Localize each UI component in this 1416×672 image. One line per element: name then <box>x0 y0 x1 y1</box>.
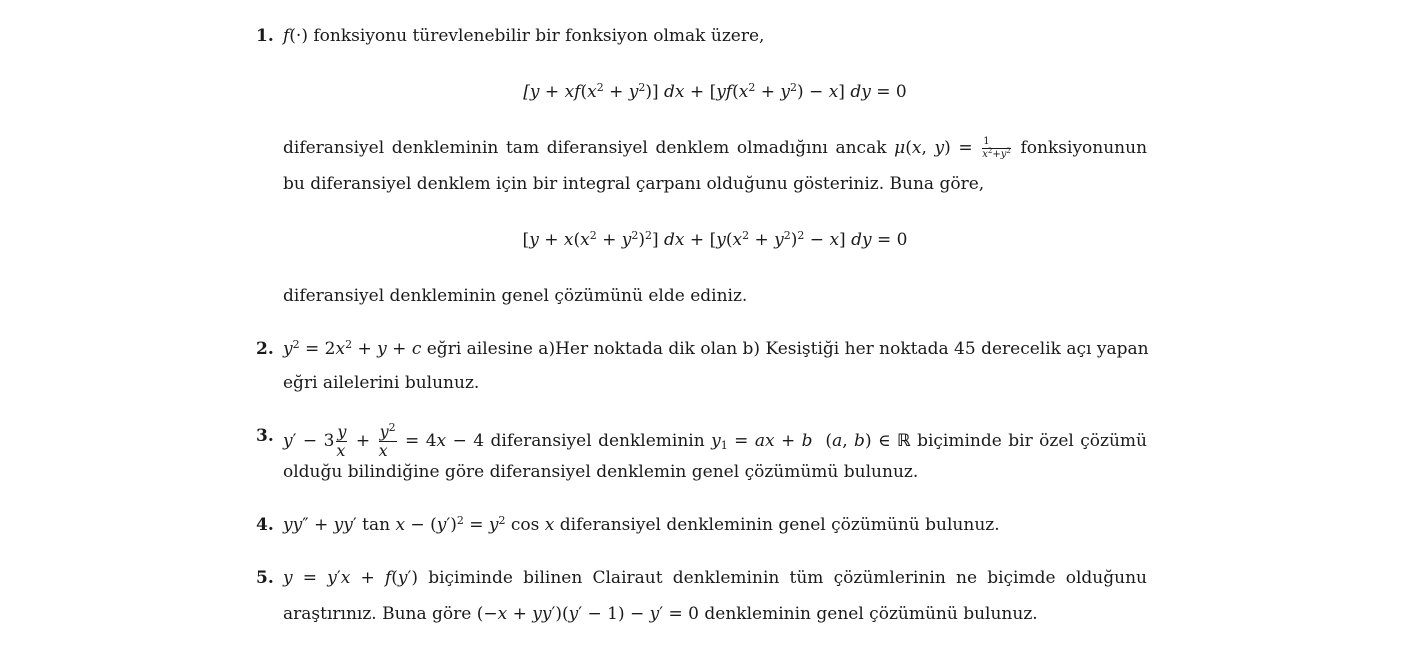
fraction: $\frac{y}{x}$ <box>336 422 347 460</box>
problem-text: eğri ailesine a)Her noktada dik olan b) Kesiştiği her noktada 45 derecelik açı yapan <box>426 339 1149 359</box>
problem-number: 5. <box>256 568 274 588</box>
math-f: f <box>283 26 290 46</box>
problem-1-intro: f(·) fonksiyonu türevlenebilir bir fonksiyon olmak üzere, <box>283 26 765 46</box>
problem-5-line-a: y = y′x + f(y′) biçiminde bilinen Clairaut denkleminin tüm çözümlerinin ne biçimde olduğunu <box>283 568 1147 588</box>
equation-2: $[y + x(x^2 + y^2)^2]$ dx + $[y(x^2 + y^2)^2 - x]$ dy = 0 <box>522 229 908 250</box>
problem-text: fonksiyonunun <box>1020 138 1148 158</box>
problem-number: 2. <box>256 339 274 359</box>
problem-3-line-a: y′ − 3 $\frac{y}{x}$ + $\frac{y^2}{x}$ = 4x − 4 diferansiyel denkleminin $y_1$ = ax + b (a, b) ∈ ℝ biçiminde bir özel çözümü <box>283 421 1147 460</box>
problem-1-line-c: diferansiyel denkleminin genel çözümünü elde ediniz. <box>283 286 748 306</box>
problem-text: araştırınız. Buna göre <box>283 604 472 624</box>
problem-text: diferansiyel denkleminin <box>490 431 705 451</box>
problem-number: 1. <box>256 26 274 46</box>
problem-number: 3. <box>256 426 274 446</box>
problem-text: diferansiyel denkleminin tam diferansiyel denklem olmadığını ancak <box>283 138 887 158</box>
problem-1-line-b: bu diferansiyel denklem için bir integral çarpanı olduğunu gösteriniz. Buna göre, <box>283 174 985 194</box>
problem-number: 4. <box>256 515 274 535</box>
problem-text: denkleminin genel çözümünü bulunuz. <box>704 604 1038 624</box>
problem-3-line-b: olduğu bilindiğine göre diferansiyel denklemin genel çözümümü bulunuz. <box>283 462 919 482</box>
problem-text: fonksiyonu türevlenebilir bir fonksiyon olmak üzere, <box>313 26 765 46</box>
problem-4-line-a: yy″ + yy′ $\tan x - (y')^2 = y^2$ cos x diferansiyel denkleminin genel çözümünü bulunuz. <box>283 514 1000 535</box>
problem-2-line-b: eğri ailelerini bulunuz. <box>283 373 480 393</box>
problem-text: diferansiyel denkleminin genel çözümünü bulunuz. <box>559 515 1000 535</box>
problem-5-line-b: araştırınız. Buna göre (−x + yy′)(y′ − 1) − y′ = 0 denkleminin genel çözümünü bulunuz. <box>283 604 1038 624</box>
problem-text: biçiminde bir özel çözümü <box>917 431 1147 451</box>
math-mu: μ <box>894 138 906 158</box>
problem-1-line-a: diferansiyel denkleminin tam diferansiyel denklem olmadığını ancak μ(x, y) = $\frac{1}{x^2+y^2}$ fonksiyonunun <box>283 136 1148 160</box>
problem-2-line-a: $y^2 = 2x^2 + y + c$ eğri ailesine a)Her noktada dik olan b) Kesiştiği her noktada 45 derecelik açı yapan <box>283 338 1149 359</box>
equation-1: $[y + xf(x^2 + y^2)]$ dx + $[yf(x^2 + y^2) - x]$ dy = 0 <box>523 81 907 102</box>
fraction: $\frac{y^2}{x}$ <box>378 421 396 460</box>
problem-text: biçiminde bilinen Clairaut denkleminin tüm çözümlerinin ne biçimde olduğunu <box>428 568 1147 588</box>
fraction: $\frac{1}{x^2+y^2}$ <box>982 136 1011 160</box>
